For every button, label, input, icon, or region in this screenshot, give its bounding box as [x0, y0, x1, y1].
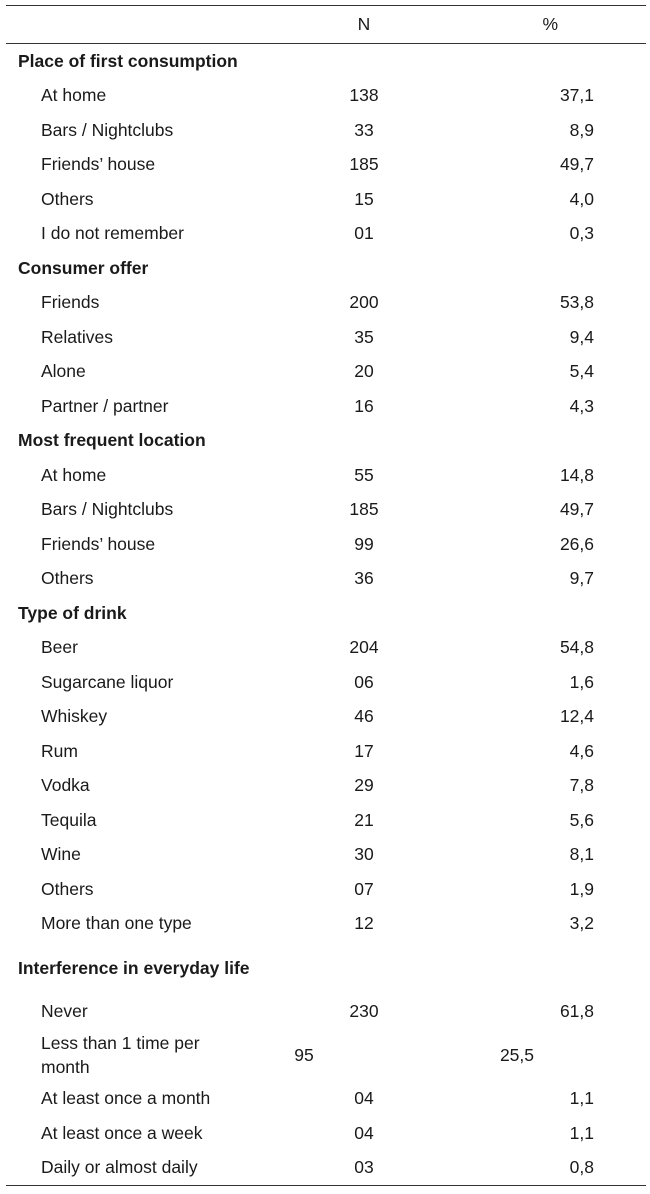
row-n: 185 — [349, 154, 379, 175]
header-n: N — [357, 14, 371, 34]
row-percent: 4,3 — [569, 395, 594, 416]
row-label: Wine — [41, 844, 81, 865]
row-label: At least once a month — [41, 1088, 211, 1109]
table-row — [6, 994, 646, 1029]
row-percent: 5,6 — [569, 809, 594, 830]
row-label: At home — [41, 85, 107, 106]
row-n: 138 — [349, 85, 379, 106]
table-row — [6, 907, 646, 942]
row-percent: 26,6 — [559, 533, 594, 554]
row-label: Never — [41, 1000, 88, 1021]
row-label: Sugarcane liquor — [41, 671, 174, 692]
table-row — [6, 286, 646, 321]
table-row — [6, 665, 646, 700]
row-n: 33 — [354, 119, 374, 140]
table-row — [6, 355, 646, 390]
row-n: 46 — [354, 706, 374, 727]
row-label: Friends — [41, 292, 100, 313]
row-n: 20 — [354, 361, 374, 382]
row-n: 200 — [349, 292, 379, 313]
row-n: 30 — [354, 844, 374, 865]
table-row — [6, 769, 646, 804]
table-row — [6, 79, 646, 114]
row-n: 230 — [349, 1000, 379, 1021]
table-row — [6, 1151, 646, 1186]
table-row — [6, 631, 646, 666]
row-percent: 14,8 — [559, 464, 594, 485]
section-heading — [6, 424, 646, 459]
row-percent: 9,7 — [569, 568, 594, 589]
section-heading — [6, 44, 646, 79]
row-n: 16 — [354, 395, 374, 416]
row-percent: 61,8 — [559, 1000, 594, 1021]
row-percent: 8,1 — [569, 844, 594, 865]
table-row — [6, 562, 646, 597]
table-row — [6, 217, 646, 252]
row-label: Friends’ house — [41, 154, 156, 175]
row-label: Whiskey — [41, 706, 108, 727]
table-row — [6, 527, 646, 562]
row-percent: 53,8 — [559, 292, 594, 313]
table-row — [6, 1116, 646, 1151]
row-percent: 12,4 — [559, 706, 594, 727]
row-percent: 1,9 — [569, 878, 594, 899]
row-percent: 5,4 — [569, 361, 594, 382]
row-label: Alone — [41, 361, 86, 382]
row-percent: 8,9 — [569, 119, 594, 140]
row-n: 21 — [354, 809, 374, 830]
section-title: Interference in everyday life — [18, 957, 250, 978]
row-n: 03 — [354, 1157, 374, 1178]
section-title: Consumer offer — [18, 257, 149, 278]
row-label: Others — [41, 878, 94, 899]
table-row — [6, 182, 646, 217]
row-n: 04 — [354, 1088, 374, 1109]
table-row — [6, 872, 646, 907]
row-percent: 7,8 — [569, 775, 594, 796]
row-label: Beer — [41, 637, 78, 658]
row-percent: 1,1 — [569, 1088, 594, 1109]
table-row — [6, 734, 646, 769]
row-label: I do not remember — [41, 223, 184, 244]
table-row — [6, 148, 646, 183]
row-label: Bars / Nightclubs — [41, 499, 174, 520]
table-row — [6, 320, 646, 355]
row-n: 12 — [354, 913, 374, 934]
section-title: Type of drink — [18, 602, 127, 623]
row-label: Friends’ house — [41, 533, 156, 554]
row-percent: 0,8 — [569, 1157, 594, 1178]
row-percent: 49,7 — [559, 499, 594, 520]
row-percent: 49,7 — [559, 154, 594, 175]
row-percent: 37,1 — [559, 85, 594, 106]
section-heading — [6, 941, 646, 994]
row-n: 29 — [354, 775, 374, 796]
section-title: Most frequent location — [18, 430, 206, 451]
row-percent: 54,8 — [559, 637, 594, 658]
table-row — [6, 113, 646, 148]
row-label: Tequila — [41, 809, 97, 830]
row-percent: 25,5 — [499, 1044, 534, 1065]
row-label: Less than 1 time per month — [41, 1033, 200, 1077]
row-label: Others — [41, 568, 94, 589]
section-heading — [6, 596, 646, 631]
row-n: 07 — [354, 878, 374, 899]
table-row — [6, 389, 646, 424]
row-n: 04 — [354, 1122, 374, 1143]
row-label: At least once a week — [41, 1122, 203, 1143]
row-n: 35 — [354, 326, 374, 347]
table-row — [6, 1029, 646, 1082]
row-label: At home — [41, 464, 107, 485]
row-percent: 4,6 — [569, 740, 594, 761]
row-label: Relatives — [41, 326, 113, 347]
row-label: Bars / Nightclubs — [41, 119, 174, 140]
table-row — [6, 838, 646, 873]
row-n: 17 — [354, 740, 374, 761]
row-n: 99 — [354, 533, 374, 554]
table-row — [6, 493, 646, 528]
row-n: 06 — [354, 671, 374, 692]
row-label: Partner / partner — [41, 395, 169, 416]
row-n: 36 — [354, 568, 374, 589]
row-n: 185 — [349, 499, 379, 520]
row-label: Others — [41, 188, 94, 209]
header-percent: % — [542, 14, 558, 34]
table-row — [6, 700, 646, 735]
table-row — [6, 803, 646, 838]
table-row — [6, 1082, 646, 1117]
row-label: More than one type — [41, 913, 192, 934]
row-percent: 1,1 — [569, 1122, 594, 1143]
row-label: Rum — [41, 740, 78, 761]
row-percent: 0,3 — [569, 223, 594, 244]
row-n: 204 — [349, 637, 379, 658]
row-label: Vodka — [41, 775, 90, 796]
row-label: Daily or almost daily — [41, 1157, 198, 1178]
table-header — [6, 6, 646, 44]
row-percent: 1,6 — [569, 671, 594, 692]
data-table — [6, 5, 646, 1186]
row-n: 01 — [354, 223, 374, 244]
row-n: 55 — [354, 464, 374, 485]
row-n: 15 — [354, 188, 374, 209]
row-n: 95 — [294, 1044, 314, 1065]
row-percent: 3,2 — [569, 913, 594, 934]
row-percent: 4,0 — [569, 188, 594, 209]
table-row — [6, 458, 646, 493]
row-percent: 9,4 — [569, 326, 594, 347]
section-title: Place of first consumption — [18, 50, 238, 71]
section-heading — [6, 251, 646, 286]
